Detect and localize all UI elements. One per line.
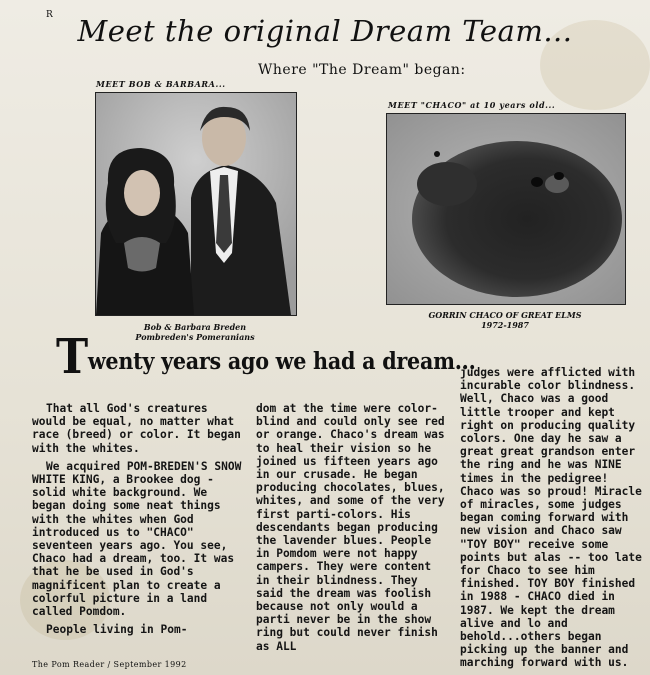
left-photo-caption-line1: Bob & Barbara Breden xyxy=(143,322,247,332)
article-title xyxy=(56,329,476,385)
article-paragraph: dom at the time were color-blind and could only see red or orange. Chaco's dream was to heal their vision so he joined us fifteen years ago in our crusade. He began producing chocolates, blues, whites, and some of the very first parti-colors. His descendants began producing the lavender blues. People in Pomdom were not happy campers. They were content in their blindness. They said the dream was foolish because not only would a parti never be in the show ring but could never finish as ALL xyxy=(256,402,445,653)
subheadline: Where "The Dream" began: xyxy=(258,62,466,78)
article-title-text: wenty years ago we had a dream... xyxy=(87,348,476,375)
couple-photo xyxy=(95,92,297,316)
article-paragraph: We acquired POM-BREDEN'S SNOW WHITE KING, a Brookee dog - solid white background. We began doing some neat things with the whites when God introduced us to "CHACO" seventeen years ago. You see, Chaco had a dream, too. It was that he be used in God's magnificent plan to create a colorful picture in a land called Pomdom. xyxy=(32,459,242,619)
dog-photo xyxy=(386,113,626,305)
right-photo-caption-line2: 1972-1987 xyxy=(481,320,529,330)
right-photo-caption-top: MEET "CHACO" at 10 years old... xyxy=(388,100,556,110)
article-column-3 xyxy=(460,366,648,675)
right-photo-caption-bottom xyxy=(386,310,624,330)
page-footer: The Pom Reader / September 1992 xyxy=(32,660,187,669)
headline: Meet the original Dream Team... xyxy=(77,14,573,48)
article-column-2 xyxy=(256,402,446,658)
left-photo-caption-line2: Pombreden's Pomeranians xyxy=(135,332,255,342)
article-paragraph: People living in Pom- xyxy=(46,623,188,637)
article-title-initial: T xyxy=(56,329,88,385)
article-paragraph: judges were afflicted with incurable color blindness. Well, Chaco was a good little trooper and kept right on producing quality colors. One day he saw a great great grandson enter the ring and he was NINE times in the pedigree! Chaco was so proud! Miracle of miracles, some judges began coming forward with new vision and Chaco saw "TOY BOY" receive some points but alas -- too late for Chaco to see him finished. TOY BOY finished in 1988 - CHACO died in 1987. We kept the dream alive and lo and behold...others began picking up the banner and marching forward with us. xyxy=(460,366,642,670)
corner-mark: R xyxy=(46,10,53,20)
article-column-1 xyxy=(32,402,242,641)
article-paragraph: That all God's creatures would be equal, no matter what race (breed) or color. It began with the whites. xyxy=(32,402,241,455)
right-photo-caption-line1: GORRIN CHACO OF GREAT ELMS xyxy=(428,310,582,320)
left-photo-caption-top: MEET BOB & BARBARA... xyxy=(96,79,226,89)
